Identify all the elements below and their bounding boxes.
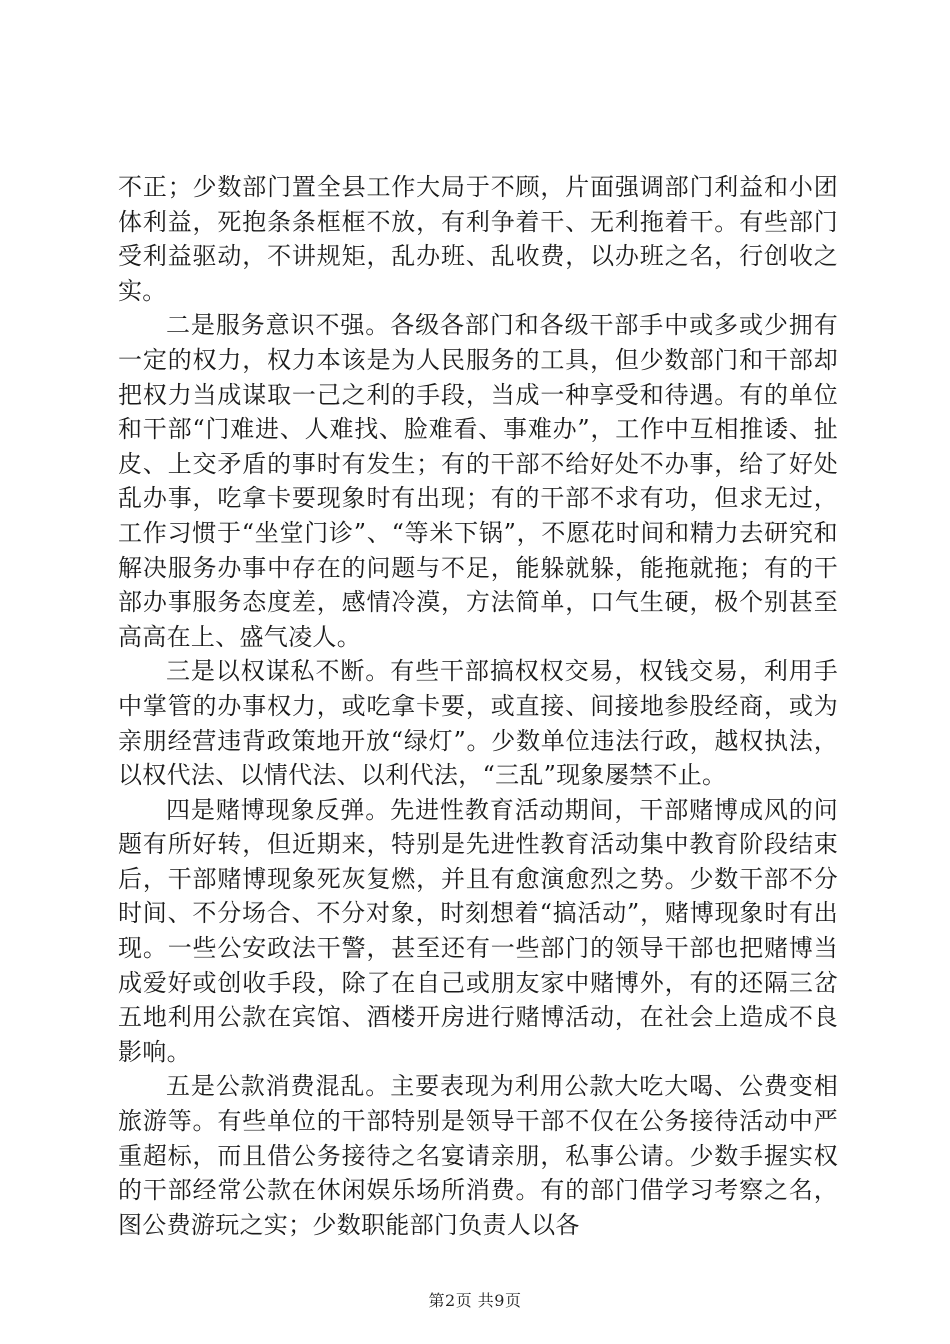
- document-body: [118, 170, 838, 1242]
- paragraph-continuation: 不正；少数部门置全县工作大局于不顾，片面强调部门利益和小团体利益，死抱条条框框不放，有利争着干、无利拖着干。有些部门受利益驱动，不讲规矩，乱办班、乱收费，以办班之名，行创收之实。: [118, 173, 838, 305]
- paragraph-service-awareness: 二是服务意识不强。各级各部门和各级干部手中或多或少拥有一定的权力，权力本该是为人民服务的工具，但少数部门和干部却把权力当成谋取一己之利的手段，当成一种享受和待遇。有的单位和干部“门难进、人难找、脸难看、事难办”，工作中互相推诿、扯皮、上交矛盾的事时有发生；有的干部不给好处不办事，给了好处乱办事，吃拿卡要现象时有出现；有的干部不求有功，但求无过，工作习惯于“坐堂门诊”、“等米下锅”，不愿花时间和精力去研究和解决服务办事中存在的问题与不足，能躲就躲，能拖就拖；有的干部办事服务态度差，感情冷漠，方法简单，口气生硬，极个别甚至高高在上、盛气凌人。: [118, 311, 838, 651]
- page-footer: 第2页 共9页: [428, 1291, 522, 1310]
- paragraph-gambling: 四是赌博现象反弹。先进性教育活动期间，干部赌博成风的问题有所好转，但近期来，特别是先进性教育活动集中教育阶段结束后，干部赌博现象死灰复燃，并且有愈演愈烈之势。少数干部不分时间、不分场合、不分对象，时刻想着“搞活动”，赌博现象时有出现。一些公安政法干警，甚至还有一些部门的领导干部也把赌博当成爱好或创收手段，除了在自己或朋友家中赌博外，有的还隔三岔五地利用公款在宾馆、酒楼开房进行赌博活动，在社会上造成不良影响。: [118, 795, 838, 1066]
- paragraph-abuse-of-power: 三是以权谋私不断。有些干部搞权权交易，权钱交易，利用手中掌管的办事权力，或吃拿卡要，或直接、间接地参股经商，或为亲朋经营违背政策地开放“绿灯”。少数单位违法行政，越权执法，以权代法、以情代法、以利代法，“三乱”现象屡禁不止。: [118, 657, 838, 790]
- paragraph-public-funds: 五是公款消费混乱。主要表现为利用公款大吃大喝、公费变相旅游等。有些单位的干部特别是领导干部不仅在公务接待活动中严重超标，而且借公务接待之名宴请亲朋，私事公请。少数手握实权的干部经常公款在休闲娱乐场所消费。有的部门借学习考察之名，图公费游玩之实；少数职能部门负责人以各: [118, 1072, 838, 1239]
